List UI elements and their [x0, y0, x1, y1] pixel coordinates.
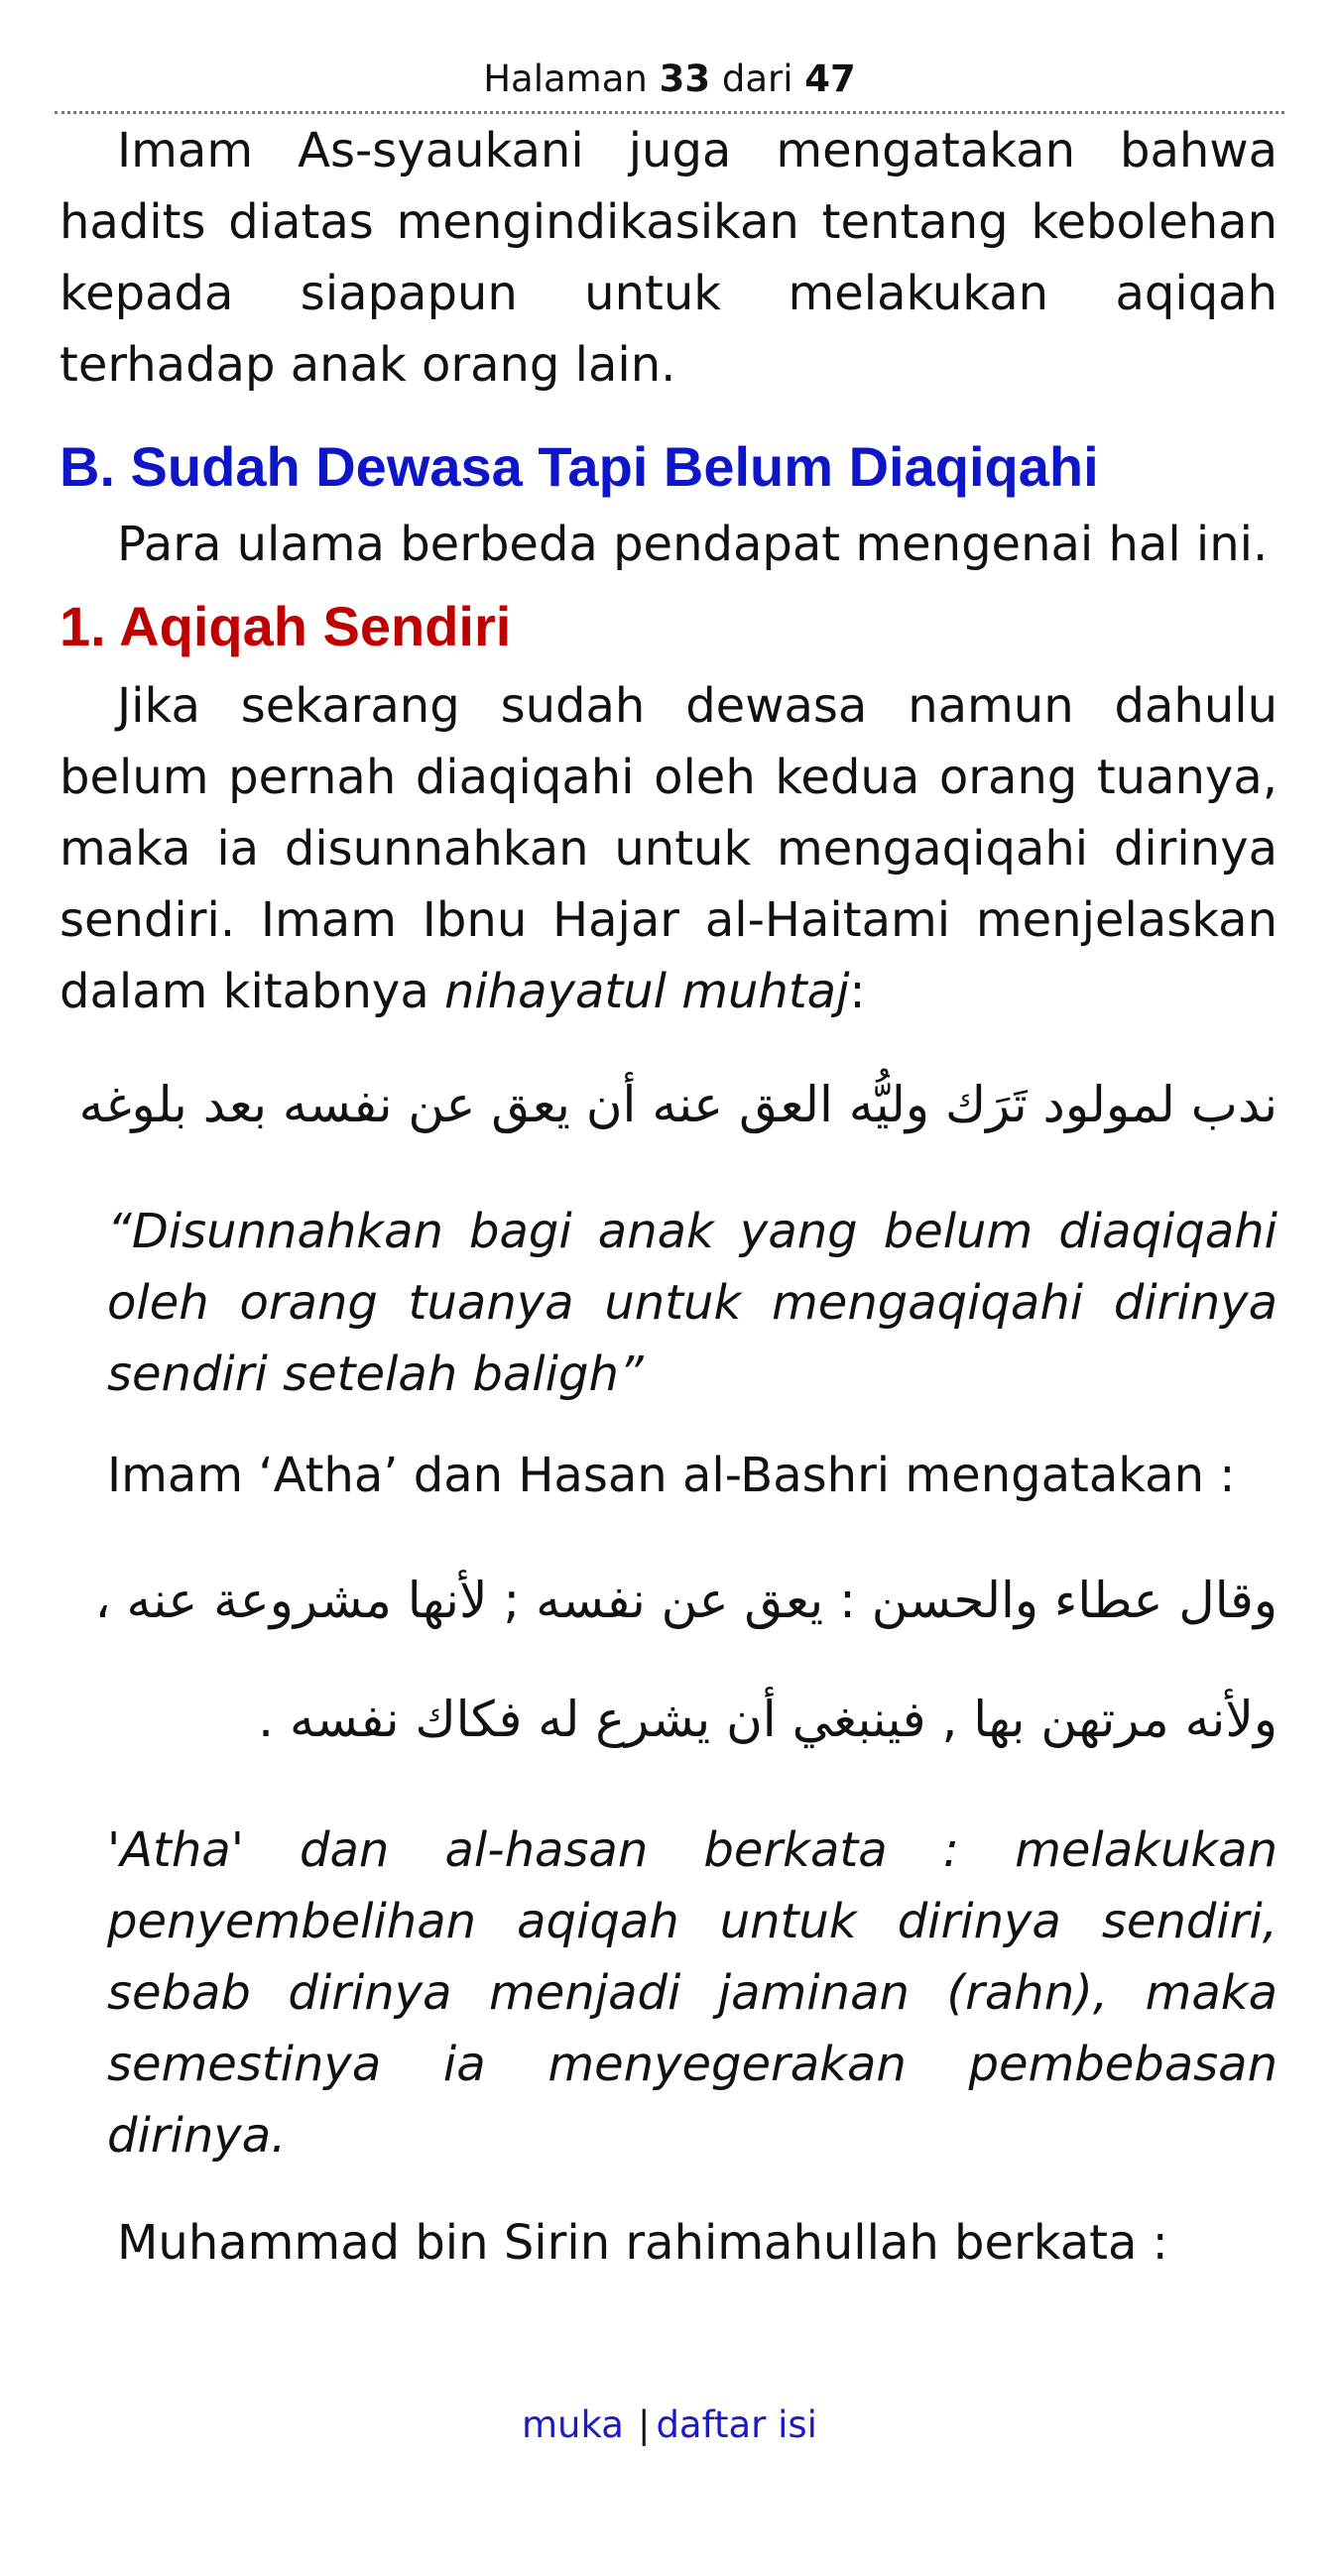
- total-page-number: 47: [804, 58, 856, 100]
- paragraph-atha: Imam ‘Atha’ dan Hasan al-Bashri mengatakan :: [107, 1448, 1236, 1503]
- home-link[interactable]: muka: [522, 2403, 624, 2446]
- page-header: [0, 58, 1339, 100]
- paragraph-jika-text: Jika sekarang sudah dewasa namun dahulu belum pernah diaqiqahi oleh kedua orang tuanya, maka ia disunnahkan untuk mengaqiqahi dirinya sendiri. Imam Ibnu Hajar al-Haitami menjelaskan dalam kitabnya: [60, 678, 1278, 1019]
- table-of-contents-link[interactable]: daftar isi: [656, 2403, 817, 2446]
- page-label-prefix: Halaman: [483, 58, 648, 100]
- page-label-middle: dari: [721, 58, 793, 100]
- current-page-number: 33: [659, 58, 711, 100]
- page-footer: [0, 2403, 1339, 2446]
- page-content: [60, 115, 1278, 2279]
- paragraph-sirin: Muhammad bin Sirin rahimahullah berkata :: [117, 2215, 1168, 2271]
- paragraph-jika: [60, 670, 1278, 1027]
- section-heading-b: B. Sudah Dewasa Tapi Belum Diaqiqahi: [60, 435, 1099, 498]
- paragraph-ulama: Para ulama berbeda pendapat mengenai hal ini.: [117, 517, 1269, 572]
- subsection-heading-1: 1. Aqiqah Sendiri: [60, 595, 512, 657]
- paragraph-jika-end: :: [849, 964, 866, 1019]
- book-title-nihayatul-muhtaj: nihayatul muhtaj: [443, 964, 850, 1019]
- arabic-quote-2: [60, 1541, 1278, 1779]
- header-divider: [55, 111, 1284, 114]
- arabic-quote-2-line-2: ولأنه مرتهن بها , فينبغي أن يشرع له فكاك نفسه .: [258, 1691, 1278, 1748]
- arabic-quote-1: ندب لمولود تَرَك وليُّه العق عنه أن يعق عن نفسه بعد بلوغه: [78, 1076, 1278, 1133]
- paragraph-intro: Imam As-syaukani juga mengatakan bahwa hadits diatas mengindikasikan tentang kebolehan kepada siapapun untuk melakukan aqiqah terhadap anak orang lain.: [60, 123, 1278, 393]
- translation-quote-2: 'Atha' dan al-hasan berkata : melakukan penyembelihan aqiqah untuk dirinya sendiri, sebab dirinya menjadi jaminan (rahn), maka semestinya ia menyegerakan pembebasan dirinya.: [107, 1822, 1278, 2164]
- arabic-quote-2-line-1: وقال عطاء والحسن : يعق عن نفسه ; لأنها مشروعة عنه ،: [94, 1572, 1278, 1629]
- translation-quote-1: “Disunnahkan bagi anak yang belum diaqiqahi oleh orang tuanya untuk mengaqiqahi dirinya sendiri setelah baligh”: [107, 1204, 1278, 1402]
- footer-separator: |: [637, 2403, 651, 2446]
